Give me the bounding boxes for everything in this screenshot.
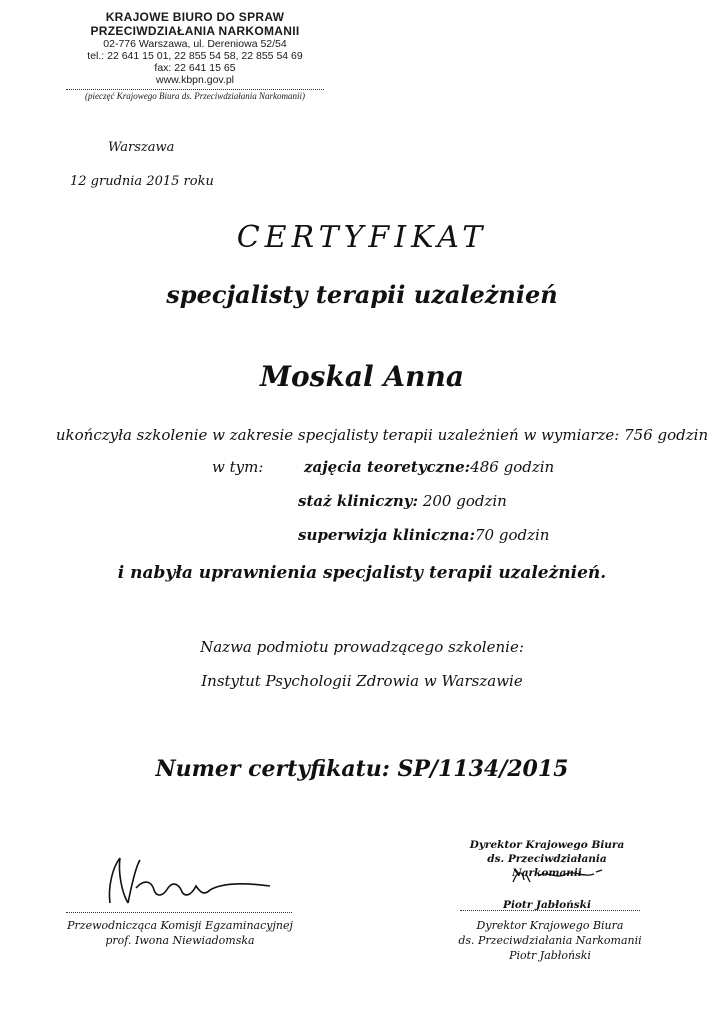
right-signatory-line-2: ds. Przeciwdziałania Narkomanii	[458, 934, 642, 947]
stamp-line-1: KRAJOWE BIURO DO SPRAW	[105, 10, 285, 24]
certificate-number: Numer certyfikatu: SP/1134/2015	[155, 756, 569, 782]
breakdown-label: zajęcia teoretyczne:	[304, 458, 471, 476]
stamp-line-2: PRZECIWDZIAŁANIA NARKOMANII	[90, 24, 300, 38]
left-signatory-role: Przewodnicząca Komisji Egzaminacyjnej	[67, 919, 293, 932]
left-signature-line	[66, 912, 292, 913]
issue-date: 12 grudnia 2015 roku	[70, 174, 214, 189]
organization-name: Instytut Psychologii Zdrowia w Warszawie	[201, 672, 523, 690]
breakdown-clinical-supervision	[298, 526, 549, 544]
director-stamp-line-1: Dyrektor Krajowego Biura	[469, 839, 625, 851]
including-label: w tym:	[212, 458, 264, 476]
breakdown-theory	[304, 458, 554, 476]
left-signatory	[60, 918, 300, 948]
stamp-phones: tel.: 22 641 15 01, 22 855 54 58, 22 855 54 69	[87, 50, 303, 62]
left-handwritten-signature	[70, 848, 300, 908]
breakdown-clinical-internship	[298, 492, 507, 510]
right-signatory	[450, 918, 650, 963]
place: Warszawa	[108, 140, 175, 155]
institution-stamp	[60, 10, 330, 101]
breakdown-label: superwizja kliniczna:	[298, 526, 475, 544]
breakdown-value: 70 godzin	[475, 526, 550, 544]
stamp-caption: (pieczęć Krajowego Biura ds. Przeciwdziałania Narkomanii)	[85, 91, 305, 101]
breakdown-label: staż kliniczny:	[298, 492, 419, 510]
director-stamp-line-2: ds. Przeciwdziałania Narkomanii	[487, 853, 607, 879]
stamp-web: www.kbpn.gov.pl	[155, 74, 234, 86]
left-signatory-name: prof. Iwona Niewiadomska	[105, 934, 255, 947]
breakdown-value: 200 godzin	[418, 492, 507, 510]
stamp-divider	[66, 89, 324, 90]
holder-name: Moskal Anna	[260, 360, 464, 393]
right-signature-line	[460, 910, 640, 911]
director-stamp-name: Piotr Jabłoński	[503, 899, 591, 911]
stamp-address: 02-776 Warszawa, ul. Dereniowa 52/54	[103, 38, 287, 50]
organization-label: Nazwa podmiotu prowadzącego szkolenie:	[200, 638, 524, 656]
completion-statement: ukończyła szkolenie w zakresie specjalisty terapii uzależnień w wymiarze: 756 godzin	[55, 426, 709, 444]
right-handwritten-signature	[508, 866, 618, 886]
certificate-subtitle: specjalisty terapii uzależnień	[166, 280, 558, 309]
right-signatory-name: Piotr Jabłoński	[509, 949, 591, 962]
breakdown-value: 486 godzin	[470, 458, 555, 476]
right-signatory-line-1: Dyrektor Krajowego Biura	[476, 919, 624, 932]
certificate-title: CERTYFIKAT	[236, 220, 488, 255]
stamp-fax: fax: 22 641 15 65	[154, 62, 236, 74]
acquired-qualification: i nabyła uprawnienia specjalisty terapii uzależnień.	[117, 563, 607, 583]
